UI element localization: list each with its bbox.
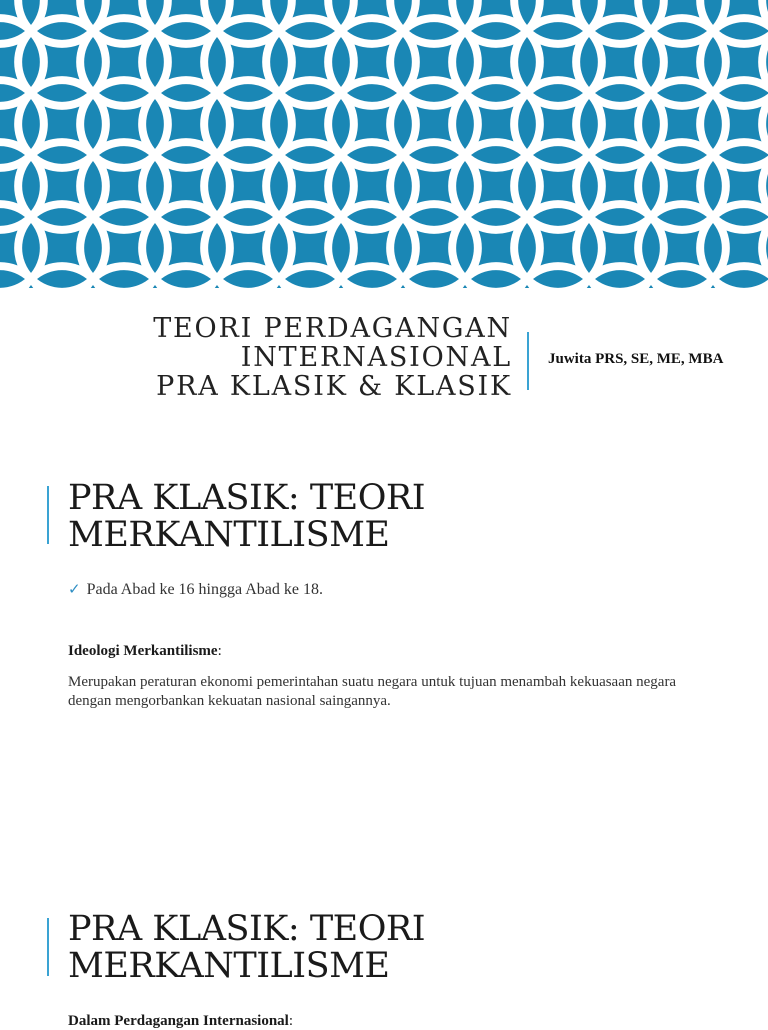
slide2-heading [68, 480, 425, 554]
bullet-text: Pada Abad ke 16 hingga Abad ke 18. [86, 581, 323, 598]
heading-line-1: PRA KLASIK: TEORI [68, 909, 426, 949]
checkmark-icon: ✓ [68, 582, 81, 598]
heading-accent-bar [47, 486, 49, 544]
title-line-3: PRA KLASIK & KLASIK [156, 371, 512, 402]
heading-line-2: MERKANTILISME [68, 515, 390, 555]
subheading-text: Dalam Perdagangan Internasional [68, 1013, 289, 1029]
presenter-name: Juwita PRS, SE, ME, MBA [548, 351, 724, 367]
slide2-subheading [68, 643, 222, 660]
title-line-1: TEORI PERDAGANGAN [153, 313, 512, 344]
slide3-heading [68, 911, 425, 985]
heading-accent-bar-2 [47, 918, 49, 976]
title-line-2: INTERNASIONAL [240, 342, 512, 373]
circle-lattice-pattern [0, 0, 768, 288]
definition-paragraph: Merupakan peraturan ekonomi pemerintahan suatu negara untuk tujuan menambah kekuasaan negara dengan mengorbankan kekuatan nasional saingannya. [68, 674, 677, 709]
bullet-item [68, 580, 323, 599]
pattern-banner [0, 0, 768, 288]
heading-line-1: PRA KLASIK: TEORI [68, 478, 426, 518]
heading-line-2: MERKANTILISME [68, 946, 390, 986]
subheading-colon: : [217, 643, 222, 659]
slide3-subheading [68, 1013, 293, 1030]
slide1-title [153, 314, 512, 401]
title-divider [527, 332, 529, 390]
subheading-colon: : [288, 1013, 294, 1029]
subheading-text: Ideologi Merkantilisme [68, 643, 218, 659]
